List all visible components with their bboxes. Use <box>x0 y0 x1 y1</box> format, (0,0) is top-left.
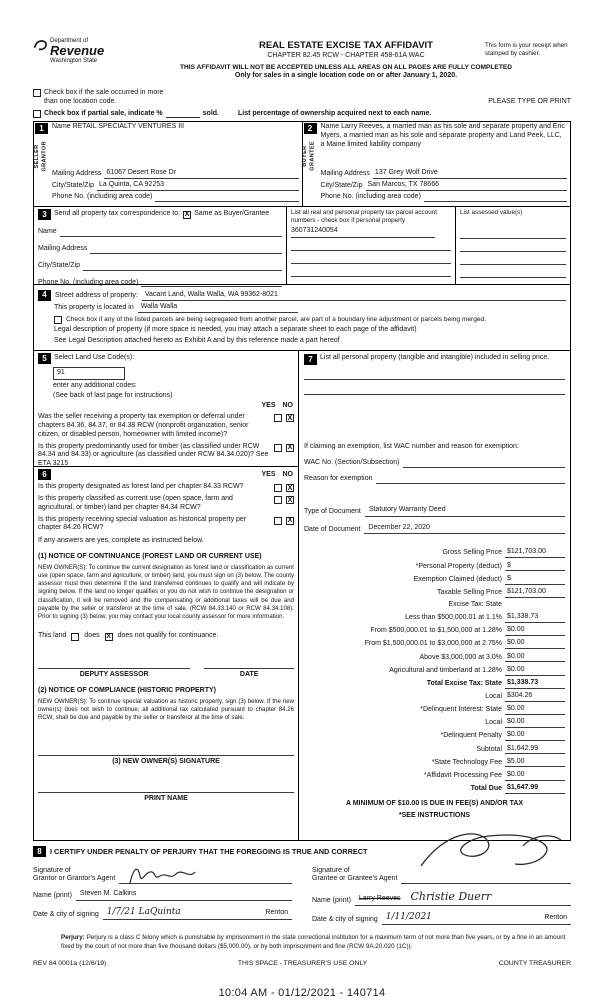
section4-box <box>33 285 571 351</box>
tax-value: $121,703.00 <box>505 548 565 558</box>
timber-agriculture-yes-checkbox[interactable] <box>274 444 282 452</box>
tax-value: $1,338.73 <box>505 613 565 623</box>
land-use-code-field[interactable] <box>53 367 125 380</box>
dor-logo-text <box>50 38 104 64</box>
correspondence-phone-field <box>38 279 282 288</box>
tax-row-exemption-claimed <box>304 575 565 585</box>
any-answers-yes-note: If any answers are yes, complete as instructed below. <box>38 537 204 545</box>
tax-value: $121,703.00 <box>505 588 565 598</box>
notice-compliance-body: NEW OWNER(S): To continue special valuation as historic property, sign (3) below. If the new owner(s) does not wish to continue, all additional tax calculated pursuant to chapter 84.26 RCW, shall be due and payable by the seller or transferor at the time of sale. <box>38 697 294 721</box>
grantee-date-row <box>312 912 571 925</box>
tax-row-state-technology-fee <box>304 758 565 768</box>
section6-box <box>33 467 299 841</box>
seller-city-value: La Quinta, CA 92253 <box>97 181 298 191</box>
section6-header-row <box>38 469 294 480</box>
tax-label: Agricultural and timberland at 1.28% <box>389 666 502 674</box>
buyer-city-value: San Marcos, TX 78666 <box>366 181 567 191</box>
buyer-box <box>303 121 572 207</box>
new-owner-signature-label: (3) NEW OWNER(S) SIGNATURE <box>112 758 220 766</box>
grantor-date-row <box>33 907 292 920</box>
notice-compliance-title: (2) NOTICE OF COMPLIANCE (HISTORIC PROPERTY) <box>38 686 216 694</box>
does-not-qualify-checkbox[interactable]: X <box>106 633 111 641</box>
seller-city-field <box>52 181 299 191</box>
tax-value: $0.00 <box>505 718 565 728</box>
multi-location-checkbox[interactable] <box>33 89 41 97</box>
street-address-row <box>38 290 566 301</box>
tax-value: $304.26 <box>505 692 565 702</box>
grantee-name-handwritten: Christie Duerr <box>410 890 492 904</box>
yes-header: YES <box>261 470 276 478</box>
timber-agriculture-question <box>38 443 294 469</box>
date-of-document-value: December 22, 2020 <box>364 524 565 535</box>
deputy-assessor-row <box>38 659 294 680</box>
perjury-note <box>33 934 571 951</box>
tax-row-delinquent-interest-local <box>304 718 565 728</box>
personal-property-row <box>304 354 565 365</box>
timber-agriculture-no-checkbox[interactable]: X <box>287 444 293 452</box>
tax-label: Taxable Selling Price <box>437 588 502 596</box>
grantee-date-line <box>382 912 571 925</box>
multi-location-row <box>33 89 571 107</box>
tax-label: Local <box>485 719 502 727</box>
buyer-city-field <box>321 181 568 191</box>
property-located-value: Walla Walla <box>138 303 298 313</box>
correspondence-mailing-input[interactable] <box>90 246 282 254</box>
section3-box <box>33 207 571 285</box>
partial-sale-checkbox[interactable] <box>33 110 41 118</box>
send-correspondence-label: Send all property tax correspondence to: <box>54 210 181 218</box>
buyer-mailing-value: 137 Grey Wolf Drive <box>373 169 567 179</box>
seller-side-word1: SELLER <box>33 144 40 169</box>
seller-name-value: RETAIL SPECIALTY VENTURES III <box>72 123 185 131</box>
exemption-note: If claiming an exemption, list WAC number and reason for exemption: <box>304 443 519 451</box>
seller-mailing-label: Mailing Address <box>52 170 102 178</box>
grantee-name-line <box>355 890 571 906</box>
buyer-mailing-label: Mailing Address <box>320 170 370 178</box>
correspondence-city-input[interactable] <box>83 263 282 271</box>
tax-value: $0.00 <box>505 639 565 649</box>
buyer-side-label <box>302 141 317 171</box>
legal-description-row <box>38 326 566 335</box>
parcel-numbers-col <box>286 207 456 284</box>
assessed-blank-line[interactable] <box>460 252 566 265</box>
yes-header: YES <box>261 401 276 409</box>
segregated-label: Check box if any of the listed parcels are being segregated from another parcel, are part of a boundary line adjustment or parcels being merged. <box>66 315 487 323</box>
signature-columns <box>33 860 571 925</box>
tax-row-delinquent-interest-state <box>304 705 565 715</box>
grantor-signature-labels <box>33 867 115 885</box>
certify-statement: I CERTIFY UNDER PENALTY OF PERJURY THAT THE FOREGOING IS TRUE AND CORRECT <box>50 847 368 857</box>
section6-badge: 6 <box>38 469 51 480</box>
does-not-label: does not qualify for continuance. <box>117 632 219 640</box>
forest-land-no-checkbox[interactable]: X <box>287 484 293 492</box>
exemption-deferral-question <box>38 413 294 439</box>
buyer-phone-label: Phone No. (including area code) <box>320 192 421 200</box>
section7-box <box>299 351 571 841</box>
correspondence-mailing-label: Mailing Address <box>38 245 88 252</box>
reason-exemption-input[interactable] <box>376 475 565 484</box>
seller-mailing-value: 61067 Desert Rose Dr <box>104 169 298 179</box>
historic-property-yes-checkbox[interactable] <box>274 517 282 525</box>
tax-label: *Delinquent Penalty <box>440 732 502 740</box>
parcel-number-value: 360731240054 <box>291 227 435 238</box>
tax-row-personal-property-deduct <box>304 562 565 572</box>
assessed-values-col <box>456 207 570 284</box>
personal-property-blank-line[interactable] <box>304 365 565 380</box>
tax-label: Local <box>485 693 502 701</box>
seller-phone-value[interactable] <box>155 194 298 202</box>
segregated-row <box>38 316 566 324</box>
parties-row <box>33 121 571 207</box>
current-use-question-text: Is this property classified as current use (open space, farm and agricultural, or timber) land per chapter 84.34 RCW? <box>38 495 233 511</box>
footer-row <box>33 960 571 968</box>
grantee-date-handwritten: 1/11/2021 <box>385 911 432 922</box>
section8-badge: 8 <box>33 846 46 857</box>
reason-exemption-label: Reason for exemption <box>304 475 373 483</box>
seller-mailing-field <box>52 169 299 179</box>
additional-codes-label: enter any additional codes: <box>53 382 137 390</box>
land-use-title-row <box>38 353 294 364</box>
tax-row-total-excise-local <box>304 692 565 702</box>
buyer-phone-field <box>321 193 568 202</box>
historic-property-no-checkbox[interactable]: X <box>287 517 293 525</box>
type-or-print-label: PLEASE TYPE OR PRINT <box>488 97 571 105</box>
forest-land-yes-checkbox[interactable] <box>274 484 282 492</box>
does-label: does <box>84 632 100 640</box>
logo-dept-line: Department of <box>50 38 89 44</box>
exemption-deferral-no-checkbox[interactable]: X <box>287 414 293 422</box>
grantor-city-printed: Renton <box>265 909 288 917</box>
partial-sale-row <box>33 110 571 119</box>
historic-property-question-text: Is this property receiving special valuation as historical property per chapter 84.26 RCW? <box>38 515 247 532</box>
buyer-name-value: Larry Reeves, a married man as his sole and separate property and Eric Myers, a married man as his sole and separate property and Land Peek, LLC, a Maine limited liability company <box>320 123 565 148</box>
single-location-note: Only for sales in a single location code on or after January 1, 2020. <box>234 71 458 79</box>
form-title: REAL ESTATE EXCISE TAX AFFIDAVIT <box>258 40 433 51</box>
dor-logo-icon <box>33 38 48 53</box>
tax-value: $1,338.73 <box>505 679 565 689</box>
parcel-numbers-header: List all real and personal property tax parcel account numbers - check box if personal property <box>291 209 437 225</box>
tax-label: *Personal Property (deduct) <box>415 562 502 570</box>
tax-row-tier2 <box>304 626 565 636</box>
personal-property-blank-line[interactable] <box>304 380 565 395</box>
tax-row-tier1 <box>304 613 565 623</box>
grantee-role-label: Grantee or Grantee's Agent <box>312 875 398 883</box>
assessed-blank-line[interactable] <box>460 265 566 278</box>
warning-line: THIS AFFIDAVIT WILL NOT BE ACCEPTED UNLESS ALL AREAS ON ALL PAGES ARE FULLY COMPLETED <box>179 63 513 71</box>
tax-row-tier4 <box>304 653 565 663</box>
forest-land-question-text: Is this property designated as forest land per chapter 84.33 RCW? <box>38 483 244 491</box>
deputy-assessor-field <box>38 659 190 680</box>
buyer-city-label: City/State/Zip <box>320 182 363 189</box>
minimum-due-note: A MINIMUM OF $10.00 IS DUE IN FEE(S) AND/OR TAX <box>345 799 524 807</box>
assessed-blank-line[interactable] <box>460 239 566 252</box>
no-header: NO <box>282 401 293 409</box>
grantee-signature-labels <box>312 867 397 885</box>
tax-label: *Affidavit Processing Fee <box>423 771 502 779</box>
multi-location-label: Check box if the sale occurred in more than one location code. <box>44 89 164 105</box>
tax-label: Less than $500,000.01 at 1.1% <box>405 614 502 622</box>
tax-row-taxable-selling-price <box>304 588 565 598</box>
grantor-date-handwritten: 1/7/21 LaQuinta <box>106 906 181 917</box>
grantor-signature-line[interactable] <box>119 866 292 884</box>
buyer-fields <box>318 122 571 206</box>
exemption-deferral-yes-checkbox[interactable] <box>274 414 282 422</box>
same-as-buyer-label: Same as Buyer/Grantee <box>194 210 270 218</box>
notice-continuance-title: (1) NOTICE OF CONTINUANCE (FOREST LAND OR CURRENT USE) <box>38 552 262 560</box>
legal-description-value: See Legal Description attached hereto as Exhibit A and by this reference made a part hereof <box>54 337 340 345</box>
tax-value: $0.00 <box>505 771 565 781</box>
buyer-phone-value[interactable] <box>424 194 567 202</box>
assessed-blank-line[interactable] <box>460 226 566 239</box>
legal-description-value-row <box>38 337 566 346</box>
grantee-city-printed: Renton <box>544 914 567 922</box>
buyer-name-field <box>321 123 568 167</box>
property-located-row <box>38 303 566 313</box>
parcel-blank-line[interactable] <box>291 238 451 251</box>
main-columns <box>33 351 571 841</box>
tax-label: Gross Selling Price <box>442 549 502 557</box>
parcel-blank-line[interactable] <box>291 264 451 277</box>
print-name-label: PRINT NAME <box>144 794 188 802</box>
timber-agriculture-question-text: Is this property predominantly used for timber (as classified under RCW 84.34 and 84.33) or agriculture (as classified under RCW 84.34.020)? See ETA 3215 <box>38 442 269 468</box>
tax-label: Excise Tax: State <box>448 601 502 609</box>
tax-label: *Delinquent Interest: State <box>420 706 502 714</box>
correspondence-name-field <box>38 228 282 237</box>
seller-box <box>33 121 303 207</box>
dor-logo <box>33 38 121 64</box>
grantor-role-label: Grantor or Grantor's Agent <box>33 875 116 883</box>
tax-row-excise-tax-state <box>304 601 565 610</box>
partial-sale-label: Check box if partial sale, indicate % <box>44 109 163 117</box>
tax-value: $ <box>505 575 565 585</box>
type-of-document-value: Statutory Warranty Deed <box>365 506 565 517</box>
tax-value: $0.00 <box>505 731 565 741</box>
affidavit-form <box>33 38 571 1000</box>
tax-row-gross-selling-price <box>304 548 565 558</box>
date-of-document-field <box>304 524 565 535</box>
tax-row-agricultural <box>304 666 565 676</box>
grantee-signature-of-label: Signature of <box>312 866 350 874</box>
correspondence-phone-label: Phone No. (including area code) <box>38 278 139 286</box>
section5-box <box>33 351 299 467</box>
left-column <box>33 351 299 841</box>
parcel-blank-line[interactable] <box>291 251 451 264</box>
tax-value: $0.00 <box>505 666 565 676</box>
exemption-deferral-question-text: Was the seller receiving a property tax exemption or deferral under chapters 84.36, 84.37, or 84.38 RCW (nonprofit organization, senior citizen, or disabled person, homeowner with limited income)? <box>38 413 249 438</box>
no-header: NO <box>282 470 293 478</box>
street-address-value: Vacant Land, Walla Walla, WA 99362-8021 <box>142 291 566 301</box>
seller-rail <box>34 122 49 206</box>
section3-correspondence-col <box>34 207 286 284</box>
form-header <box>33 38 571 88</box>
buyer-mailing-field <box>321 169 568 179</box>
tax-value: $0.00 <box>505 705 565 715</box>
historic-property-question <box>38 516 294 534</box>
see-instructions-note: *SEE INSTRUCTIONS <box>398 811 471 819</box>
scan-timestamp: 10:04 AM - 01/12/2021 - 140714 <box>218 986 386 999</box>
seller-side-word2: GRANTOR <box>41 141 48 172</box>
tax-computation-table <box>304 548 565 793</box>
tax-label: Total Excise Tax: State <box>426 679 502 687</box>
date-of-document-label: Date of Document <box>304 525 361 533</box>
grantee-name-label: Name (print) <box>312 897 351 905</box>
deputy-assessor-label: DEPUTY ASSESSOR <box>79 671 149 679</box>
land-use-label: Select Land Use Code(s): <box>54 354 135 362</box>
assessor-date-field <box>204 659 294 680</box>
reason-exemption-field <box>304 475 565 484</box>
assessed-values-header: List assessed value(s) <box>460 209 523 217</box>
tax-label: From $1,500,000.01 to $3,000,000 at 2.75% <box>364 640 502 648</box>
grantee-name-row <box>312 890 571 906</box>
tax-value: $0.00 <box>505 626 565 636</box>
street-address-label: Street address of property: <box>55 292 138 299</box>
grantor-date-label: Date & city of signing <box>33 911 99 919</box>
seller-name-field <box>52 123 299 167</box>
tax-label: Total Due <box>470 785 502 793</box>
correspondence-phone-input[interactable] <box>141 279 282 287</box>
buyer-side-word1: BUYER <box>302 145 309 167</box>
tax-row-delinquent-penalty <box>304 731 565 741</box>
forest-land-question <box>38 483 294 492</box>
section4-badge: 4 <box>38 290 51 301</box>
personal-property-label: List all personal property (tangible and intangible) included in selling price. <box>320 354 550 362</box>
type-of-document-label: Type of Document <box>304 507 361 515</box>
continuance-qualify-row <box>38 632 294 641</box>
tax-row-subtotal <box>304 745 565 755</box>
treasurer-space-label: THIS SPACE - TREASURER'S USE ONLY <box>237 960 368 968</box>
section6-yes-no-header <box>51 471 294 480</box>
section5-badge: 5 <box>38 353 51 364</box>
correspondence-city-label: City/State/Zip <box>38 261 81 269</box>
tax-value: $ <box>505 562 565 572</box>
notice-continuance-body: NEW OWNER(S): To continue the current designation as forest land or classification as current use (open space, farm and agriculture, or timber) land, you must sign on (3) below. The county assessor must then determine if the land transferred continues to qualify and will indicate by signing below. If the land no longer qualifies or you do not wish to continue the designation or classification, it will be removed and the compensating or additional taxes will be due and payable by the seller or transferor at the time of sale. (RCW 84.33.140 or RCW 84.34.108). Prior to signing (3) below, you may contact your local county assessor for more information. <box>38 563 294 621</box>
seller-fields <box>49 122 302 206</box>
tax-value: $0.00 <box>505 653 565 663</box>
tax-row-total-excise-state <box>304 679 565 689</box>
this-land-label: This land <box>38 632 67 640</box>
grantee-signature-line[interactable] <box>401 866 571 884</box>
land-use-code-value: 91 <box>57 369 65 377</box>
buyer-side-word2: GRANTEE <box>310 141 316 171</box>
section3-badge: 3 <box>38 209 51 220</box>
grantee-name-printed: Larry Reeves <box>358 895 401 903</box>
property-located-label: This property is located in <box>54 304 134 312</box>
deputy-assessor-signature-line[interactable] <box>38 659 190 669</box>
current-use-yes-checkbox[interactable] <box>274 496 282 504</box>
grantor-name-value: Steven M. Calkins <box>76 890 292 901</box>
partial-sale-percent-field[interactable] <box>166 110 200 118</box>
tax-value: $1,642.99 <box>505 745 565 755</box>
grantee-signature-row <box>312 866 571 884</box>
tax-label: Exemption Claimed (deduct) <box>413 575 502 583</box>
section8-certification <box>33 846 571 925</box>
print-name-field <box>38 783 294 804</box>
rev-number: REV 84 0001a (12/6/19) <box>33 960 107 968</box>
grantor-signature-block <box>33 860 292 925</box>
grantor-name-row <box>33 890 292 901</box>
tax-row-tier3 <box>304 639 565 649</box>
wac-number-label: WAC No. (Section/Subsection) <box>304 459 400 467</box>
grantor-name-label: Name (print) <box>33 892 72 900</box>
tax-label: From $500,000.01 to $1,500,000 at 1.28% <box>370 627 502 635</box>
grantor-date-line <box>103 907 292 920</box>
wac-number-input[interactable] <box>403 459 565 468</box>
grantor-signature-row <box>33 866 292 884</box>
tax-label: *State Technology Fee <box>431 758 502 766</box>
current-use-question <box>38 495 294 513</box>
grantee-date-label: Date & city of signing <box>312 916 378 924</box>
segregated-checkbox[interactable] <box>54 316 62 324</box>
logo-state-line: Washington State <box>50 57 98 64</box>
certify-row <box>33 846 571 857</box>
tax-value: $5.00 <box>505 758 565 768</box>
tax-label: Subtotal <box>476 745 502 753</box>
perjury-body: Perjury is a class C felony which is punishable by imprisonment in the state correctional institution for a maximum term of not more than five years, or by a fine in an amount fixed by the court of not more than five thousand dollars ($5,000.00), or by both imprisonment and fine (RCW 9A.20.020 (1C)). <box>61 934 566 950</box>
grantor-signature-of-label: Signature of <box>33 866 71 874</box>
receipt-note: This form is your receipt when stamped by cashier. <box>485 42 568 58</box>
tax-label: Above $3,000,000 at 3.0% <box>419 653 502 661</box>
section3-header-row <box>38 209 282 220</box>
seller-side-label <box>34 141 49 172</box>
ownership-note: List percentage of ownership acquired next to each name. <box>238 109 432 117</box>
sold-label: sold. <box>202 109 219 117</box>
correspondence-city-field <box>38 262 282 271</box>
logo-revenue-line: Revenue <box>50 43 105 59</box>
same-as-buyer-checkbox[interactable]: X <box>184 211 190 219</box>
tax-value: $1,647.99 <box>505 784 565 794</box>
seller-name-label: Name <box>52 123 71 131</box>
tax-row-affidavit-processing-fee <box>304 771 565 781</box>
correspondence-name-input[interactable] <box>60 229 282 237</box>
tax-row-total-due <box>304 784 565 794</box>
county-treasurer-label: COUNTY TREASURER <box>498 960 571 968</box>
grantor-signature-scribble <box>125 864 199 886</box>
new-owner-signature-line[interactable] <box>38 746 294 756</box>
seller-city-label: City/State/Zip <box>52 182 95 189</box>
current-use-no-checkbox[interactable]: X <box>287 496 293 504</box>
new-owner-signature-field <box>38 746 294 767</box>
section2-badge: 2 <box>304 123 317 134</box>
section1-badge: 1 <box>35 123 48 134</box>
form-subtitle: CHAPTER 82.45 RCW - CHAPTER 458-61A WAC <box>267 51 425 59</box>
correspondence-mailing-field <box>38 245 282 254</box>
see-back-label: (See back of last page for instructions) <box>53 391 173 399</box>
correspondence-name-label: Name <box>38 228 57 236</box>
buyer-name-label: Name <box>320 123 340 131</box>
assessor-date-line[interactable] <box>204 659 294 669</box>
type-of-document-field <box>304 506 565 517</box>
section7-badge: 7 <box>304 354 317 365</box>
perjury-label: Perjury: <box>61 934 85 942</box>
grantee-signature-block <box>312 860 571 925</box>
seller-phone-field <box>52 193 299 202</box>
section5-yes-no-header <box>38 402 294 411</box>
print-name-line[interactable] <box>38 783 294 793</box>
buyer-rail <box>303 122 318 206</box>
assessor-date-label: DATE <box>239 671 259 679</box>
legal-description-label: Legal description of property (if more space is needed, you may attach a separate sheet to each page of the affidavit) <box>54 326 417 334</box>
wac-number-field <box>304 459 565 468</box>
does-qualify-checkbox[interactable] <box>71 633 79 641</box>
seller-phone-label: Phone No. (including area code) <box>52 192 153 200</box>
